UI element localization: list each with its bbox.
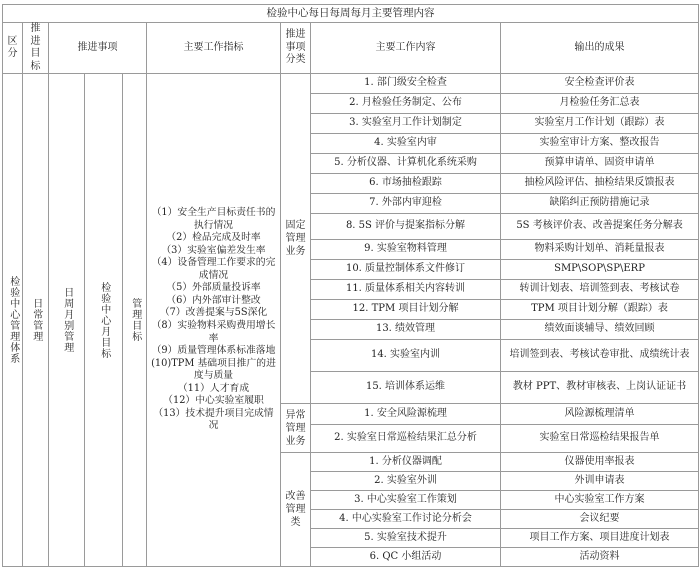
- header-items: 推进事项: [49, 23, 147, 74]
- items-center-cell: [85, 74, 123, 567]
- header-output: 输出的成果: [501, 23, 699, 74]
- indicator-item: （2）检品完成及时率: [166, 232, 261, 244]
- table-row: [3, 74, 699, 94]
- zone-cell: [3, 74, 23, 567]
- output-cell: 外训申请表: [501, 472, 699, 491]
- indicator-item: （12）中心实验室履职: [163, 395, 264, 407]
- header-zone: [3, 23, 23, 74]
- header-indicators: 主要工作指标: [147, 23, 281, 74]
- work-content-cell: 12. TPM 项目计划分解: [311, 300, 501, 320]
- indicator-item: （11）人才育成: [177, 382, 250, 394]
- indicator-item: (10)TPM 基础项目推广的进度与质量: [151, 357, 276, 382]
- output-cell: 项目工作方案、项目进度计划表: [501, 529, 699, 548]
- output-cell: 实验室日常巡检结果报告单: [501, 425, 699, 453]
- items-period-cell: [49, 74, 85, 567]
- work-content-cell: 7. 外部内审迎检: [311, 194, 501, 214]
- indicator-item: （13）技术提升项目完成情况: [153, 407, 274, 432]
- indicator-item: （4）设备管理工作要求的完成情况: [151, 257, 276, 281]
- header-goal: [23, 23, 49, 74]
- output-cell: 仪器使用率报表: [501, 453, 699, 472]
- indicator-item: （5）外部质量投诉率: [166, 282, 261, 294]
- work-content-cell: 8. 5S 评价与提案指标分解: [311, 214, 501, 240]
- output-cell: SMP\SOP\SP\ERP: [501, 260, 699, 280]
- output-cell: 会议纪要: [501, 510, 699, 529]
- category-label: 固定管理业务: [285, 220, 306, 257]
- output-cell: 转训计划表、培训签到表、考核试卷: [501, 280, 699, 300]
- items-target-label: 管理目标: [129, 298, 141, 342]
- output-cell: 实验室审计方案、整改报告: [501, 134, 699, 154]
- work-content-cell: 9. 实验室物料管理: [311, 240, 501, 260]
- header-content: 主要工作内容: [311, 23, 501, 74]
- work-content-cell: 13. 绩效管理: [311, 320, 501, 340]
- work-content-cell: 1. 部门级安全检查: [311, 74, 501, 94]
- work-content-cell: 2. 月检验任务制定、公布: [311, 94, 501, 114]
- work-content-cell: 3. 实验室月工作计划制定: [311, 114, 501, 134]
- header-category-label: 推进事项分类: [285, 29, 306, 66]
- work-content-cell: 5. 实验室技术提升: [311, 529, 501, 548]
- output-cell: 中心实验室工作方案: [501, 491, 699, 510]
- output-cell: 教材 PPT、教材审核表、上岗认证证书: [501, 372, 699, 404]
- header-category: [281, 23, 311, 74]
- header-goal-label: 推进目标: [30, 23, 41, 72]
- output-cell: 绩效面谈辅导、绩效回顾: [501, 320, 699, 340]
- items-center-label: 检验中心月目标: [98, 281, 110, 359]
- indicators-cell: [147, 74, 281, 567]
- output-cell: 风险源梳理清单: [501, 404, 699, 425]
- work-content-cell: 14. 实验室内训: [311, 340, 501, 372]
- header-zone-label: 区分: [7, 35, 18, 59]
- work-content-cell: 10. 质量控制体系文件修订: [311, 260, 501, 280]
- output-cell: 预算申请单、固资申请单: [501, 154, 699, 174]
- work-content-cell: 4. 实验室内审: [311, 134, 501, 154]
- indicator-item: （9）质量管理体系标准落地: [151, 345, 276, 357]
- zone-label: 检验中心管理体系: [7, 276, 19, 364]
- table-title: 检验中心每日每周每月主要管理内容: [3, 5, 699, 23]
- output-cell: 实验室月工作计划（跟踪）表: [501, 114, 699, 134]
- work-content-cell: 6. 市场抽检跟踪: [311, 174, 501, 194]
- output-cell: 缺陷纠正预防措施记录: [501, 194, 699, 214]
- category-cell: [281, 404, 311, 453]
- output-cell: TPM 项目计划分解（跟踪）表: [501, 300, 699, 320]
- work-content-cell: 4. 中心实验室工作讨论分析会: [311, 510, 501, 529]
- goal-cell: [23, 74, 49, 567]
- indicator-item: （7）改善提案与5S深化: [159, 307, 268, 319]
- output-cell: 培训签到表、考核试卷审批、成绩统计表: [501, 340, 699, 372]
- items-target-cell: [123, 74, 147, 567]
- work-content-cell: 2. 实验室日常巡检结果汇总分析: [311, 425, 501, 453]
- work-content-cell: 11. 质量体系相关内容转训: [311, 280, 501, 300]
- management-table: [2, 4, 699, 567]
- work-content-cell: 1. 安全风险源梳理: [311, 404, 501, 425]
- output-cell: 5S 考核评价表、改善提案任务分解表: [501, 214, 699, 240]
- indicator-item: （1）安全生产目标责任书的执行情况: [151, 207, 276, 231]
- indicator-item: （6）内外部审计整改: [166, 294, 261, 306]
- work-content-cell: 2. 实验室外训: [311, 472, 501, 491]
- indicator-item: （8）实验物料采购费用增长率: [151, 320, 276, 344]
- work-content-cell: 3. 中心实验室工作策划: [311, 491, 501, 510]
- work-content-cell: 15. 培训体系运维: [311, 372, 501, 404]
- category-cell: [281, 74, 311, 404]
- work-content-cell: 6. QC 小组活动: [311, 548, 501, 567]
- work-content-cell: 1. 分析仪器调配: [311, 453, 501, 472]
- category-label: 异常管理业务: [285, 409, 306, 447]
- output-cell: 安全检查评价表: [501, 74, 699, 94]
- output-cell: 物料采购计划单、消耗量报表: [501, 240, 699, 260]
- output-cell: 活动资料: [501, 548, 699, 567]
- category-cell: [281, 453, 311, 567]
- output-cell: 抽检风险评估、抽检结果反馈报表: [501, 174, 699, 194]
- work-content-cell: 5. 分析仪器、计算机化系统采购: [311, 154, 501, 174]
- items-period-label: 日周月别管理: [61, 287, 73, 353]
- output-cell: 月检验任务汇总表: [501, 94, 699, 114]
- category-label: 改善管理类: [285, 491, 306, 528]
- indicator-item: （3）实验室偏差发生率: [161, 244, 266, 256]
- goal-label: 日常管理: [30, 298, 42, 342]
